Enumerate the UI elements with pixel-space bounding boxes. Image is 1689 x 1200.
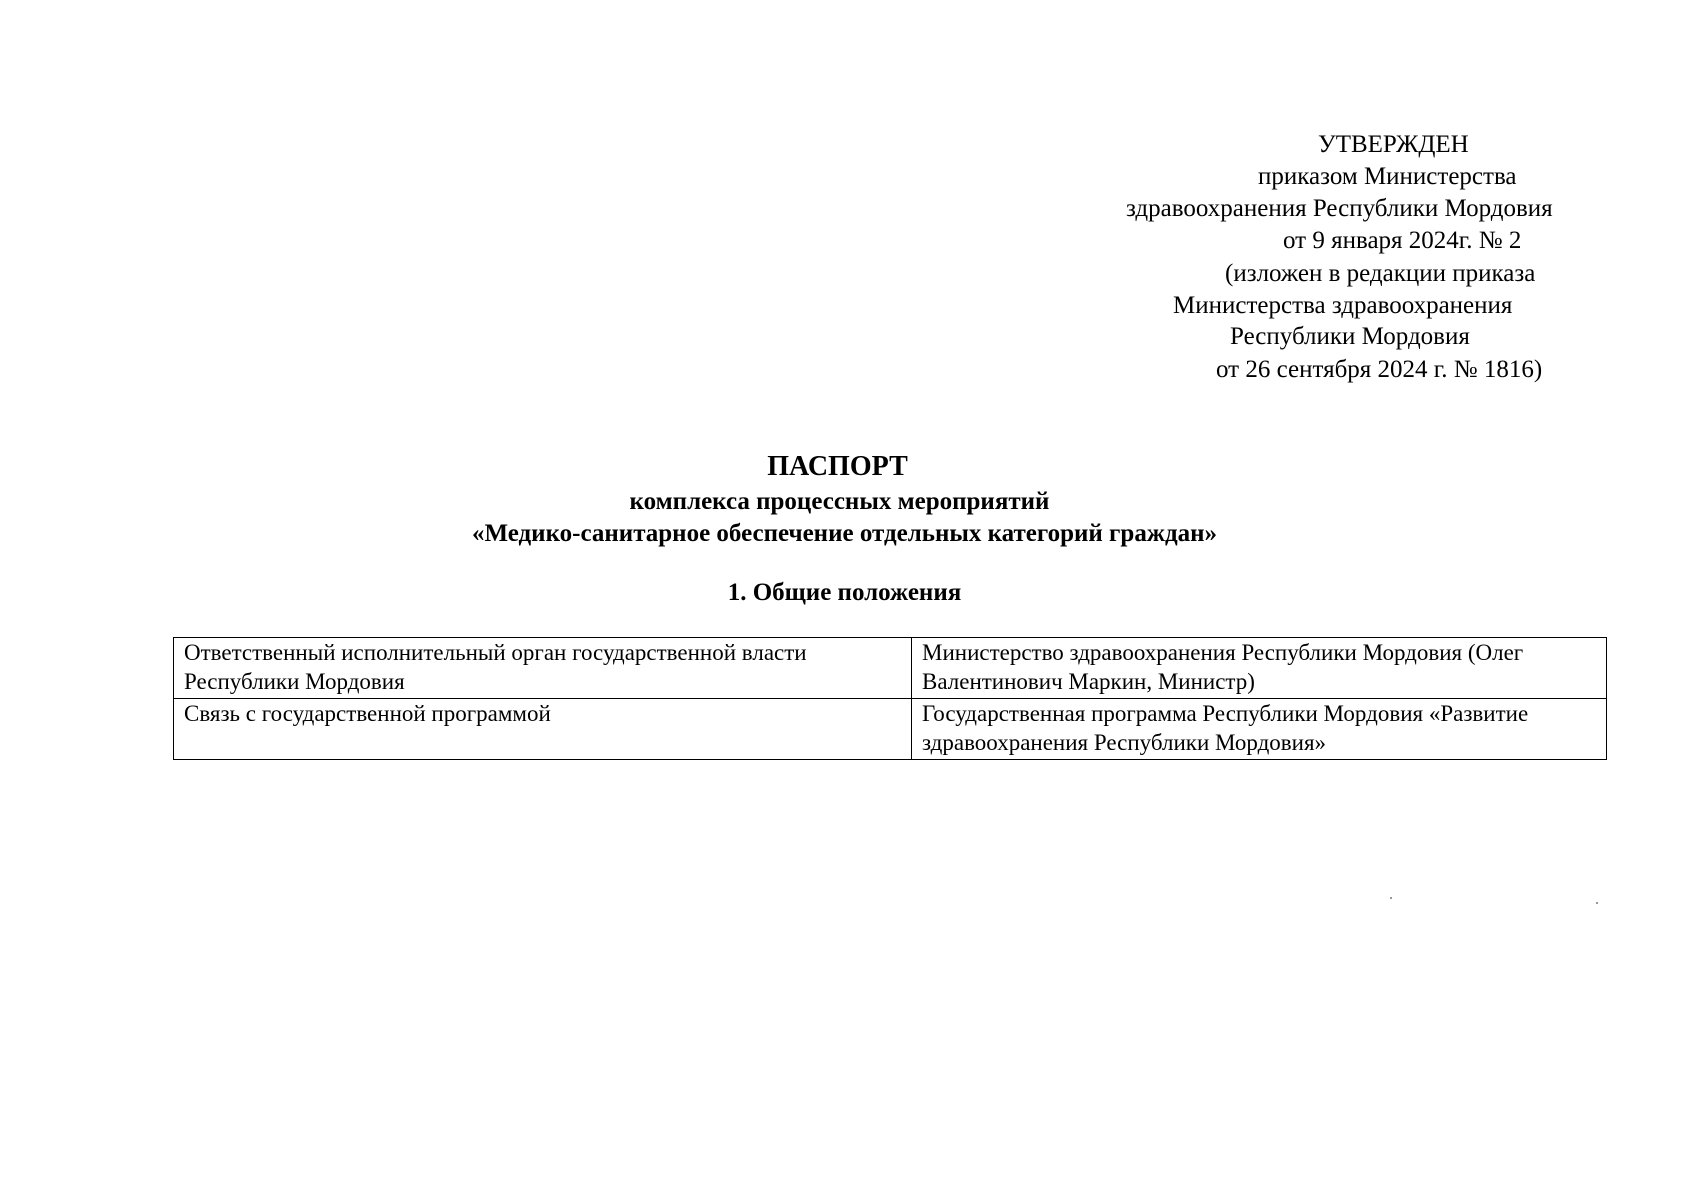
approval-line: Министерства здравоохранения — [1173, 292, 1513, 319]
scan-speck — [1596, 902, 1598, 904]
general-info-table — [173, 637, 1607, 760]
scan-speck — [1390, 897, 1392, 899]
approval-line: (изложен в редакции приказа — [1225, 260, 1536, 287]
approval-line: от 9 января 2024г. № 2 — [1283, 227, 1522, 254]
approval-line: от 26 сентября 2024 г. № 1816) — [1216, 356, 1543, 383]
row-label: Ответственный исполнительный орган государственной власти Республики Мордовия — [174, 638, 912, 699]
row-label: Связь с государственной программой — [174, 699, 912, 760]
approval-line: Республики Мордовия — [1230, 323, 1470, 350]
approval-line: здравоохранения Республики Мордовия — [1126, 195, 1553, 222]
table-row — [174, 699, 1607, 760]
row-value: Министерство здравоохранения Республики Мордовия (Олег Валентинович Маркин, Министр) — [912, 638, 1607, 699]
section-heading: 1. Общие положения — [727, 579, 962, 606]
document-title: ПАСПОРТ — [767, 451, 908, 482]
approval-line: приказом Министерства — [1258, 163, 1517, 190]
program-name: «Медико-санитарное обеспечение отдельных категорий граждан» — [472, 520, 1217, 547]
document-subtitle: комплекса процессных мероприятий — [629, 488, 1050, 515]
table-row — [174, 638, 1607, 699]
row-value: Государственная программа Республики Мордовия «Развитие здравоохранения Республики Мордовия» — [912, 699, 1607, 760]
approval-line: УТВЕРЖДЕН — [1318, 131, 1469, 158]
